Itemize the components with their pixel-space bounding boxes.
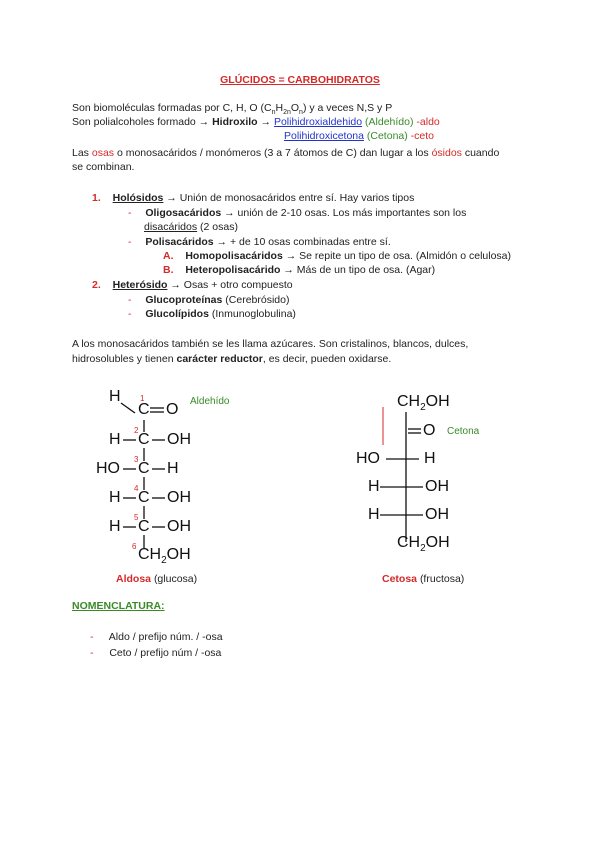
bullet-dash: -: [128, 207, 132, 219]
cetosa-bottom-sub: 2: [420, 543, 426, 555]
aldosa-oxygen: O: [166, 401, 179, 418]
intro-line-4-b: o monosacáridos / monómeros (3 a 7 átomos de C) dan lugar a los: [116, 147, 429, 159]
disacaridos-term: disacáridos: [144, 221, 198, 233]
heteropolisacarido-term: Heteropolisacárido: [185, 264, 281, 276]
intro-line-4-a: Las: [72, 147, 89, 159]
aldosa-row2-right: H: [167, 460, 179, 477]
aldosa-caption-rest: (glucosa): [153, 573, 198, 585]
cetosa-caption: [382, 572, 464, 586]
cetosa-row3-right: OH: [425, 506, 449, 523]
aldosa-carbon-2: C: [138, 431, 150, 448]
cetosa-bottom-ch2oh: [397, 534, 450, 554]
list-sub-heteropolisacarido: [163, 263, 435, 277]
carbon-number-3: 3: [134, 455, 139, 464]
formula-sub-n2: n: [299, 109, 303, 117]
intro-line-4-c: cuando: [464, 147, 500, 159]
carbon-number-4: 4: [134, 484, 139, 493]
osas-term: osas: [91, 147, 115, 159]
aldosa-row4-right: OH: [167, 518, 191, 535]
aldosa-bottom-ch: CH: [138, 546, 162, 563]
bullet-dash: -: [128, 294, 132, 306]
homopolisacaridos-text: → Se repite un tipo de osa. (Almidón o celulosa): [285, 250, 512, 262]
list-sub-oligosacaridos-cont: [144, 220, 238, 234]
intro-line-4: [72, 146, 499, 160]
aldosa-row1-left: H: [109, 431, 121, 448]
letter-b: B.: [163, 264, 174, 276]
cetosa-row2-right: OH: [425, 478, 449, 495]
aldehido-label: Aldehído: [190, 396, 230, 407]
aldo-suffix: -aldo: [416, 116, 440, 128]
nomenclatura-item-text: Aldo / prefijo núm. / -osa: [108, 631, 223, 643]
glucoproteinas-text: (Cerebrósido): [225, 294, 290, 306]
para-line-2-b: , es decir, pueden oxidarse.: [262, 353, 392, 365]
heterosido-text: → Osas + otro compuesto: [170, 279, 293, 291]
nomenclatura-heading: NOMENCLATURA:: [72, 600, 165, 612]
aldosa-caption: [116, 572, 197, 586]
formula-h: H: [275, 102, 284, 114]
caracter-reductor-term: carácter reductor: [176, 353, 263, 365]
heterosido-term: Heterósido: [112, 279, 168, 291]
page-title: GLÚCIDOS = CARBOHIDRATOS: [220, 74, 380, 86]
holosidos-text: → Unión de monosacáridos entre sí. Hay varios tipos: [166, 192, 415, 204]
cetona-label: Cetona: [447, 426, 480, 437]
aldosa-row3-right: OH: [167, 489, 191, 506]
formula-o: O: [290, 102, 300, 114]
aldosa-row2-left: HO: [96, 460, 120, 477]
aldosa-bottom-sub: 2: [161, 555, 167, 567]
nomenclatura-item-text: Ceto / prefijo núm / -osa: [109, 647, 222, 659]
cetosa-row2-left: H: [368, 478, 380, 495]
intro-line-5: se combinan.: [72, 161, 135, 173]
cetosa-row1-left: HO: [356, 450, 380, 467]
disacaridos-text: (2 osas): [200, 221, 238, 233]
cetosa-caption-bold: Cetosa: [382, 573, 418, 585]
nomenclatura-item-ceto: [90, 646, 221, 660]
aldehido-note: (Aldehído): [365, 116, 414, 128]
aldosa-row3-left: H: [109, 489, 121, 506]
cetosa-row3-left: H: [368, 506, 380, 523]
holosidos-term: Holósidos: [112, 192, 164, 204]
formula-sub-2n: 2n: [283, 109, 291, 117]
list-sub-polisacaridos: [128, 235, 391, 249]
list-sub-glucolipidos: [128, 307, 296, 321]
cetosa-row1-right: H: [424, 450, 436, 467]
carbon-number-6: 6: [132, 542, 137, 551]
polihidroxialdehido-link[interactable]: Polihidroxialdehido: [273, 116, 363, 128]
cetosa-structure: [350, 385, 510, 565]
list-sub-homopolisacaridos: [163, 249, 511, 263]
aldosa-row1-right: OH: [167, 431, 191, 448]
cetosa-caption-rest: (fructosa): [419, 573, 465, 585]
glucoproteinas-term: Glucoproteínas: [145, 294, 223, 306]
cetona-note: (Cetona): [366, 130, 408, 142]
glucolipidos-text: (Inmunoglobulina): [211, 308, 296, 320]
arrow: →: [260, 116, 272, 128]
aldosa-carbon-4: C: [138, 489, 150, 506]
letter-a: A.: [163, 250, 174, 262]
aldosa-carbon-3: C: [138, 460, 150, 477]
intro-line-1-text: Son biomoléculas formadas por C, H, O (C: [72, 102, 272, 114]
list-sub-glucoproteinas: [128, 293, 289, 307]
intro-line-1-end: ) y a veces N,S y P: [302, 102, 393, 114]
carbon-number-2: 2: [134, 426, 139, 435]
cetosa-top-sub: 2: [420, 402, 426, 414]
formula-sub-n: n: [271, 109, 276, 117]
para-line-2: [72, 352, 391, 366]
ceto-suffix: -ceto: [410, 130, 435, 142]
carbon-number-1: 1: [140, 394, 145, 403]
list-sub-oligosacaridos: [128, 206, 466, 220]
polihidroxicetona-link[interactable]: Polihidroxicetona: [284, 130, 364, 142]
list-item-holosidos: [92, 191, 414, 205]
carbon-number-5: 5: [134, 513, 139, 522]
bullet-dash: -: [90, 647, 94, 659]
aldosa-row4-left: H: [109, 518, 121, 535]
glucolipidos-term: Glucolípidos: [145, 308, 209, 320]
aldosa-bottom-oh: OH: [166, 546, 191, 563]
oligosacaridos-text: → unión de 2-10 osas. Los más importantes son los: [224, 207, 467, 219]
intro-line-2-text: Son polialcoholes formado →: [72, 116, 210, 128]
cetosa-oxygen: O: [423, 422, 436, 439]
item-number: 2.: [92, 279, 101, 291]
para-line-2-a: hidrosolubles y tienen: [72, 353, 174, 365]
oligosacaridos-term: Oligosacáridos: [145, 207, 222, 219]
intro-line-2: [72, 115, 440, 129]
cetosa-top-oh: OH: [425, 393, 450, 410]
cetosa-top-ch: CH: [397, 393, 421, 410]
aldosa-caption-bold: Aldosa: [116, 573, 152, 585]
cetosa-top-ch2oh: [397, 393, 450, 413]
hidroxilo-term: Hidroxilo: [212, 116, 258, 128]
aldosa-carbon-5: C: [138, 518, 150, 535]
bullet-dash: -: [90, 631, 94, 643]
homopolisacaridos-term: Homopolisacáridos: [185, 250, 283, 262]
aldosa-carbon-1: C: [138, 401, 150, 418]
nomenclatura-item-aldo: [90, 630, 223, 644]
bullet-dash: -: [128, 236, 132, 248]
aldosa-bottom-ch2oh: [138, 546, 191, 566]
cetosa-bottom-oh: OH: [425, 534, 450, 551]
para-line-1: A los monosacáridos también se les llama azúcares. Son cristalinos, blancos, dulces,: [72, 338, 469, 350]
cetosa-bottom-ch: CH: [397, 534, 421, 551]
list-item-heterosido: [92, 278, 293, 292]
aldosa-top-h: H: [109, 388, 121, 405]
item-number: 1.: [92, 192, 101, 204]
polisacaridos-term: Polisacáridos: [145, 236, 214, 248]
bullet-dash: -: [128, 308, 132, 320]
aldosa-structure: [90, 380, 280, 590]
polisacaridos-text: → + de 10 osas combinadas entre sí.: [216, 236, 391, 248]
intro-line-3: [284, 129, 434, 143]
osidos-term: ósidos: [431, 147, 462, 159]
heteropolisacarido-text: → Más de un tipo de osa. (Agar): [283, 264, 436, 276]
